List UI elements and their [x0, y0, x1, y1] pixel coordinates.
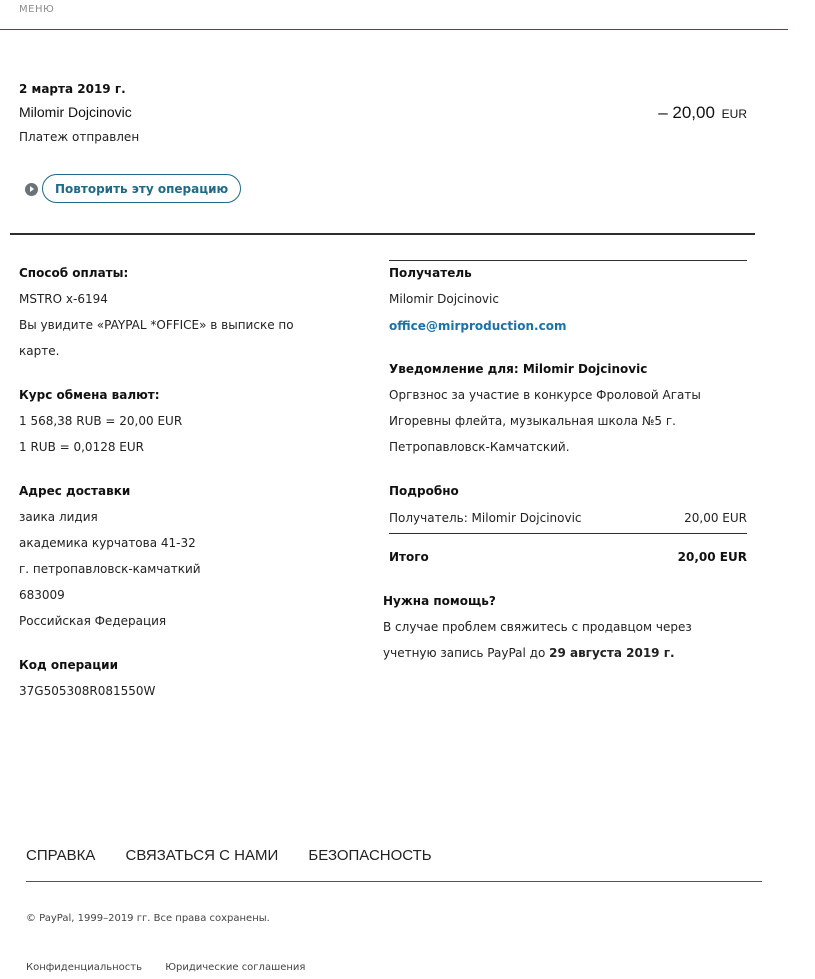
details-label: Подробно: [389, 484, 459, 498]
note-line1: Оргвзнос за участие в конкурсе Фроловой Агаты: [389, 388, 701, 402]
help-deadline-date: 29 августа 2019 г.: [549, 646, 675, 660]
footer-link-help[interactable]: СПРАВКА: [26, 847, 96, 864]
transaction-code-label: Код операции: [19, 658, 118, 672]
note-label: Уведомление для: Milomir Dojcinovic: [389, 362, 648, 376]
shipping-line: г. петропавловск-камчаткий: [19, 562, 201, 576]
footer-link-security[interactable]: БЕЗОПАСНОСТЬ: [308, 847, 432, 864]
exchange-rate-line1: 1 568,38 RUB = 20,00 EUR: [19, 414, 183, 428]
help-line1: В случае проблем свяжитесь с продавцом через: [383, 620, 692, 634]
statement-note-line1: Вы увидите «PAYPAL *OFFICE» в выписке по: [19, 318, 294, 332]
note-line2: Игоревны флейта, музыкальная школа №5 г.: [389, 414, 676, 428]
copyright: © PayPal, 1999–2019 гг. Все права сохранены.: [26, 913, 270, 924]
help-label: Нужна помощь?: [383, 594, 496, 608]
footer-link-contact[interactable]: СВЯЗАТЬСЯ С НАМИ: [125, 847, 279, 864]
details-divider: [389, 533, 747, 534]
recipient-name: Milomir Dojcinovic: [389, 292, 499, 306]
footer-link-privacy[interactable]: Конфиденциальность: [26, 962, 143, 973]
transaction-date: 2 марта 2019 г.: [19, 82, 126, 96]
shipping-address-label: Адрес доставки: [19, 484, 131, 498]
amount-currency: EUR: [721, 107, 747, 121]
transaction-amount: [658, 103, 747, 123]
note-line3: Петропавловск-Камчатский.: [389, 440, 570, 454]
payment-method-label: Способ оплаты:: [19, 266, 129, 280]
statement-note-line2: карте.: [19, 344, 60, 358]
details-row-label: Получатель: Milomir Dojcinovic: [389, 511, 582, 525]
play-icon: [25, 183, 38, 196]
total-label: Итого: [389, 550, 429, 564]
details-row-value: 20,00 EUR: [684, 511, 747, 525]
recipient-email-link[interactable]: office@mirproduction.com: [389, 319, 567, 333]
total-value: 20,00 EUR: [677, 550, 747, 564]
exchange-rate-label: Курс обмена валют:: [19, 388, 160, 402]
repeat-transaction-button[interactable]: Повторить эту операцию: [42, 174, 241, 203]
amount-value: – 20,00: [658, 103, 715, 122]
shipping-line: Российская Федерация: [19, 614, 167, 628]
header-divider: [0, 29, 788, 30]
help-line2: [383, 640, 675, 666]
transaction-status: Платеж отправлен: [19, 130, 140, 144]
transaction-code-value: 37G505308R081550W: [19, 684, 156, 698]
shipping-line: 683009: [19, 588, 65, 602]
recipient-divider: [389, 260, 747, 261]
menu-label[interactable]: МЕНЮ: [19, 4, 55, 15]
help-line2-text: учетную запись PayPal до: [383, 646, 550, 660]
footer-link-legal[interactable]: Юридические соглашения: [165, 962, 306, 973]
shipping-line: заика лидия: [19, 510, 98, 524]
counterparty-name: Milomir Dojcinovic: [19, 104, 132, 120]
payment-card: MSTRO x-6194: [19, 292, 108, 306]
section-divider: [10, 233, 755, 235]
footer-nav: [26, 847, 458, 864]
footer-divider: [26, 881, 762, 882]
legal-links: [26, 962, 325, 973]
recipient-label: Получатель: [389, 266, 472, 280]
exchange-rate-line2: 1 RUB = 0,0128 EUR: [19, 440, 144, 454]
shipping-line: академика курчатова 41-32: [19, 536, 196, 550]
